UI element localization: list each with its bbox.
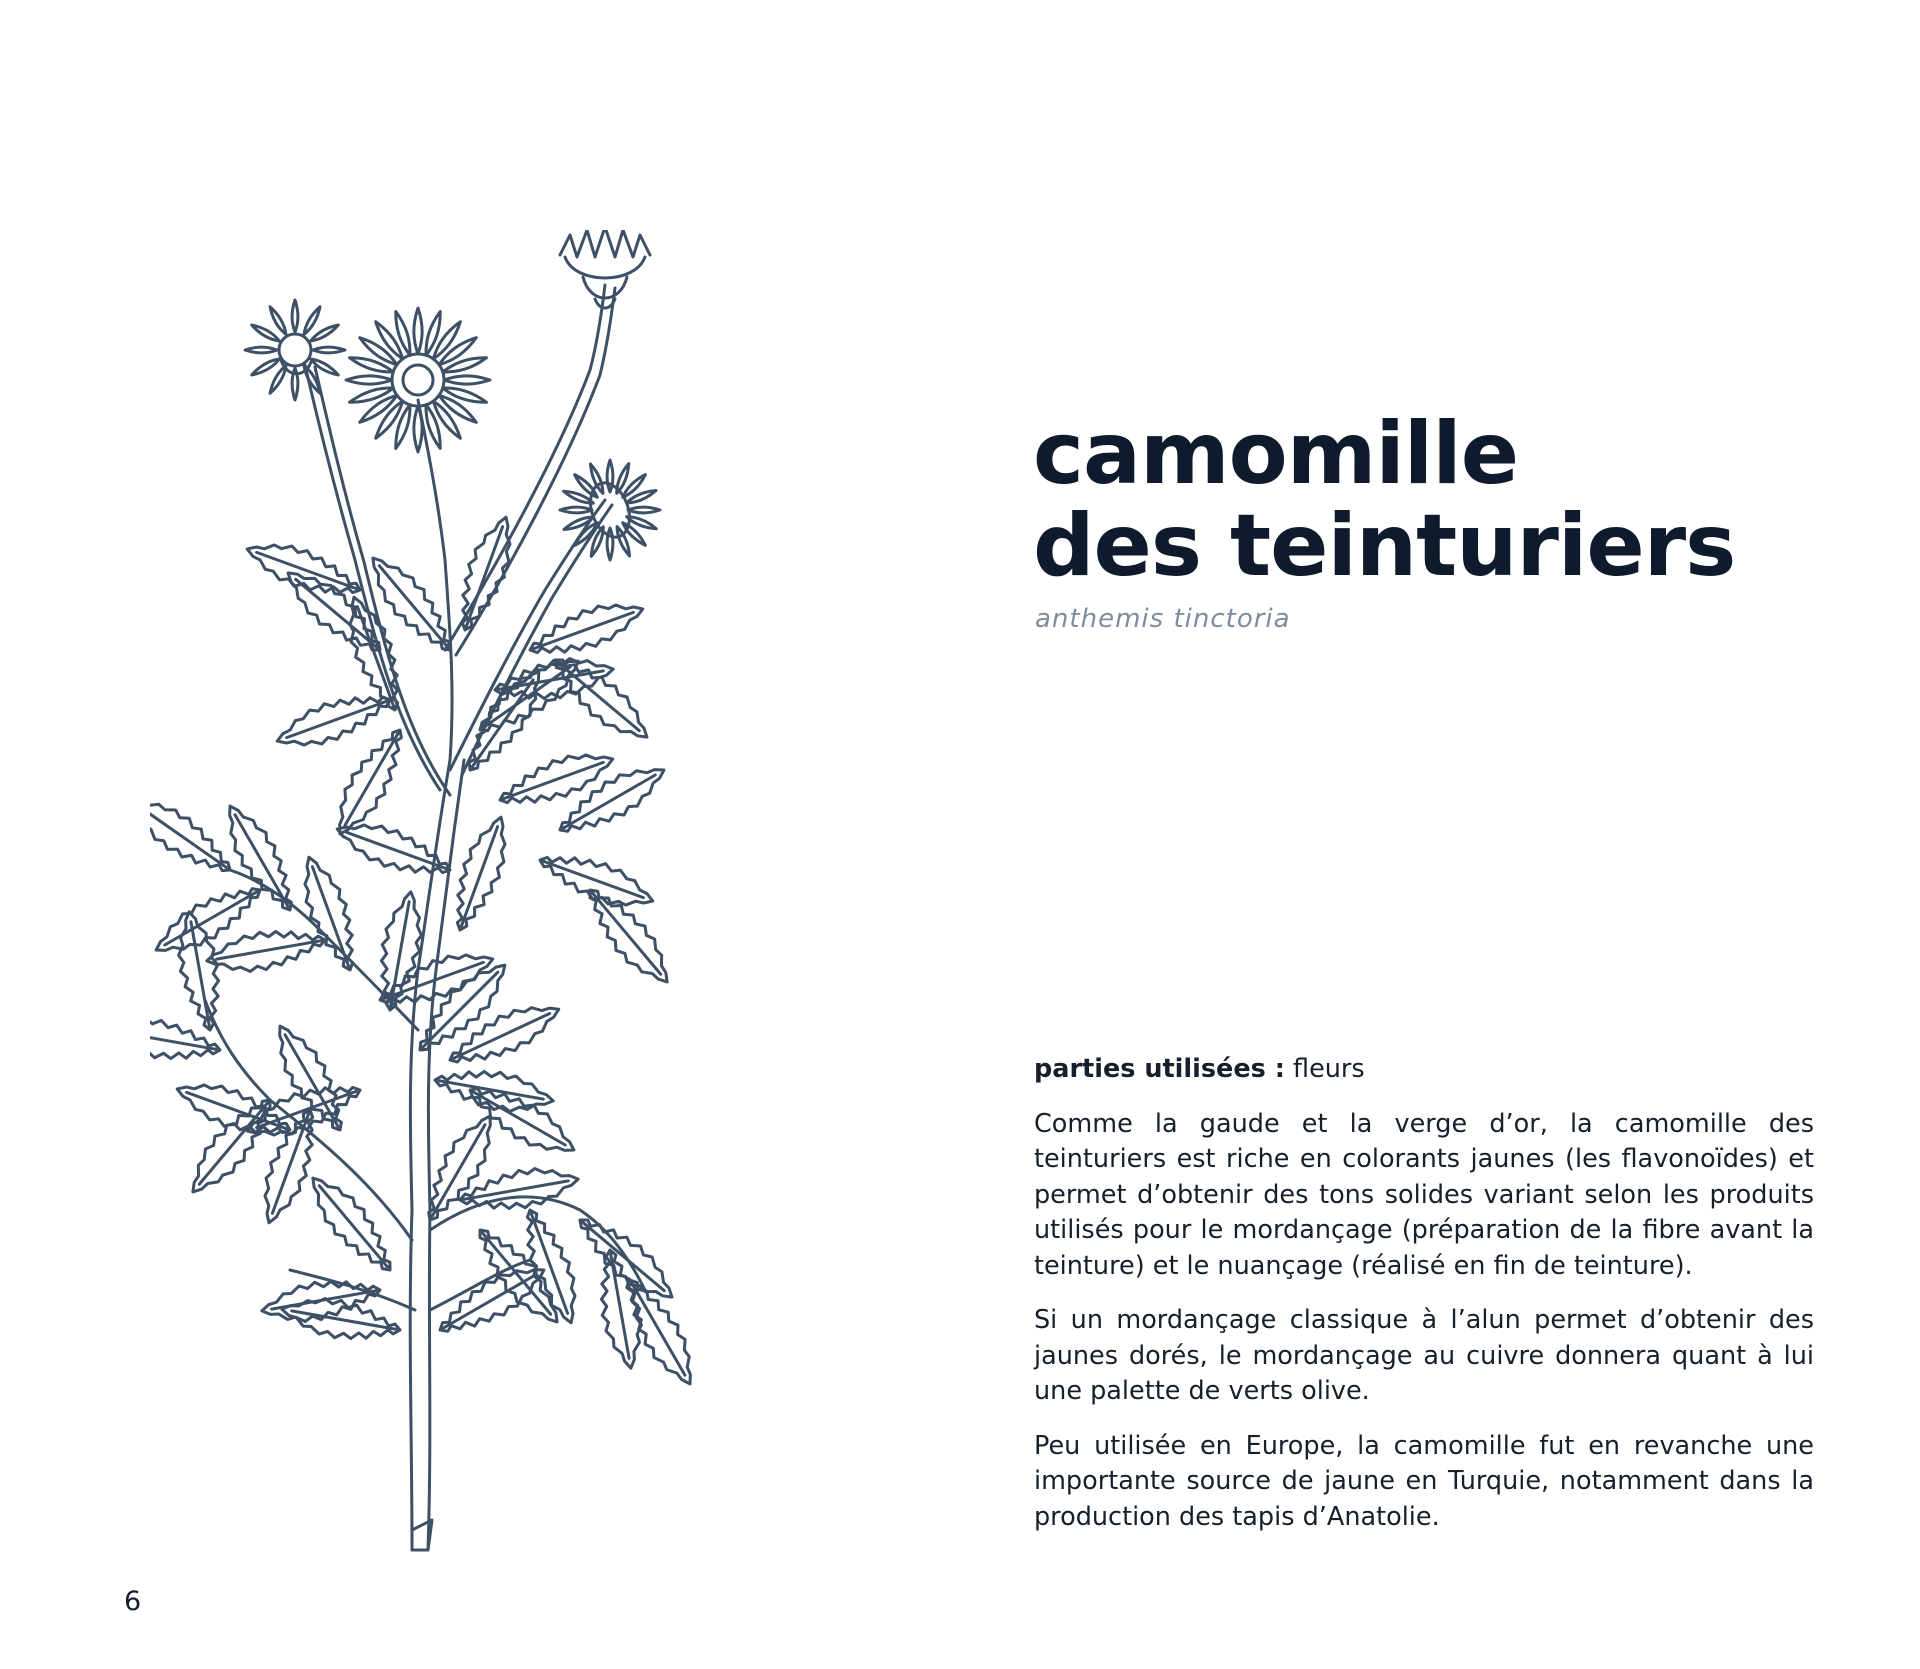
title-line-2: des teinturiers bbox=[1033, 496, 1736, 596]
large-flower bbox=[346, 308, 490, 452]
left-flower bbox=[245, 300, 345, 400]
chamomile-plant-icon bbox=[150, 230, 870, 1560]
latin-name: anthemis tinctoria bbox=[1035, 604, 1291, 634]
description bbox=[1034, 1052, 1814, 1554]
page-title bbox=[1033, 404, 1736, 596]
parts-used-value: fleurs bbox=[1293, 1054, 1365, 1084]
parts-used-label: parties utilisées : bbox=[1034, 1054, 1285, 1084]
paragraph-1: Comme la gaude et la verge d’or, la camomille des teinturiers est riche en colorants jaunes (les flavonoïdes) et permet d’obtenir des tons solides variant selon les produits utilisés pour le mordançage (préparation de la fibre avant la teinture) et le nuançage (réalisé en fin de teinture). bbox=[1034, 1108, 1814, 1281]
page-number: 6 bbox=[124, 1586, 142, 1617]
plant-illustration bbox=[150, 230, 870, 1560]
title-line-1: camomille bbox=[1033, 404, 1519, 504]
paragraph-3: Peu utilisée en Europe, la camomille fut en revanche une importante source de jaune en Turquie, notamment dans la production des tapis d’Anatolie. bbox=[1034, 1430, 1814, 1532]
parts-used bbox=[1034, 1052, 1814, 1088]
paragraph-2: Si un mordançage classique à l’alun permet d’obtenir des jaunes dorés, le mordançage au cuivre donnera quant à lui une palette de verts olive. bbox=[1034, 1305, 1814, 1406]
